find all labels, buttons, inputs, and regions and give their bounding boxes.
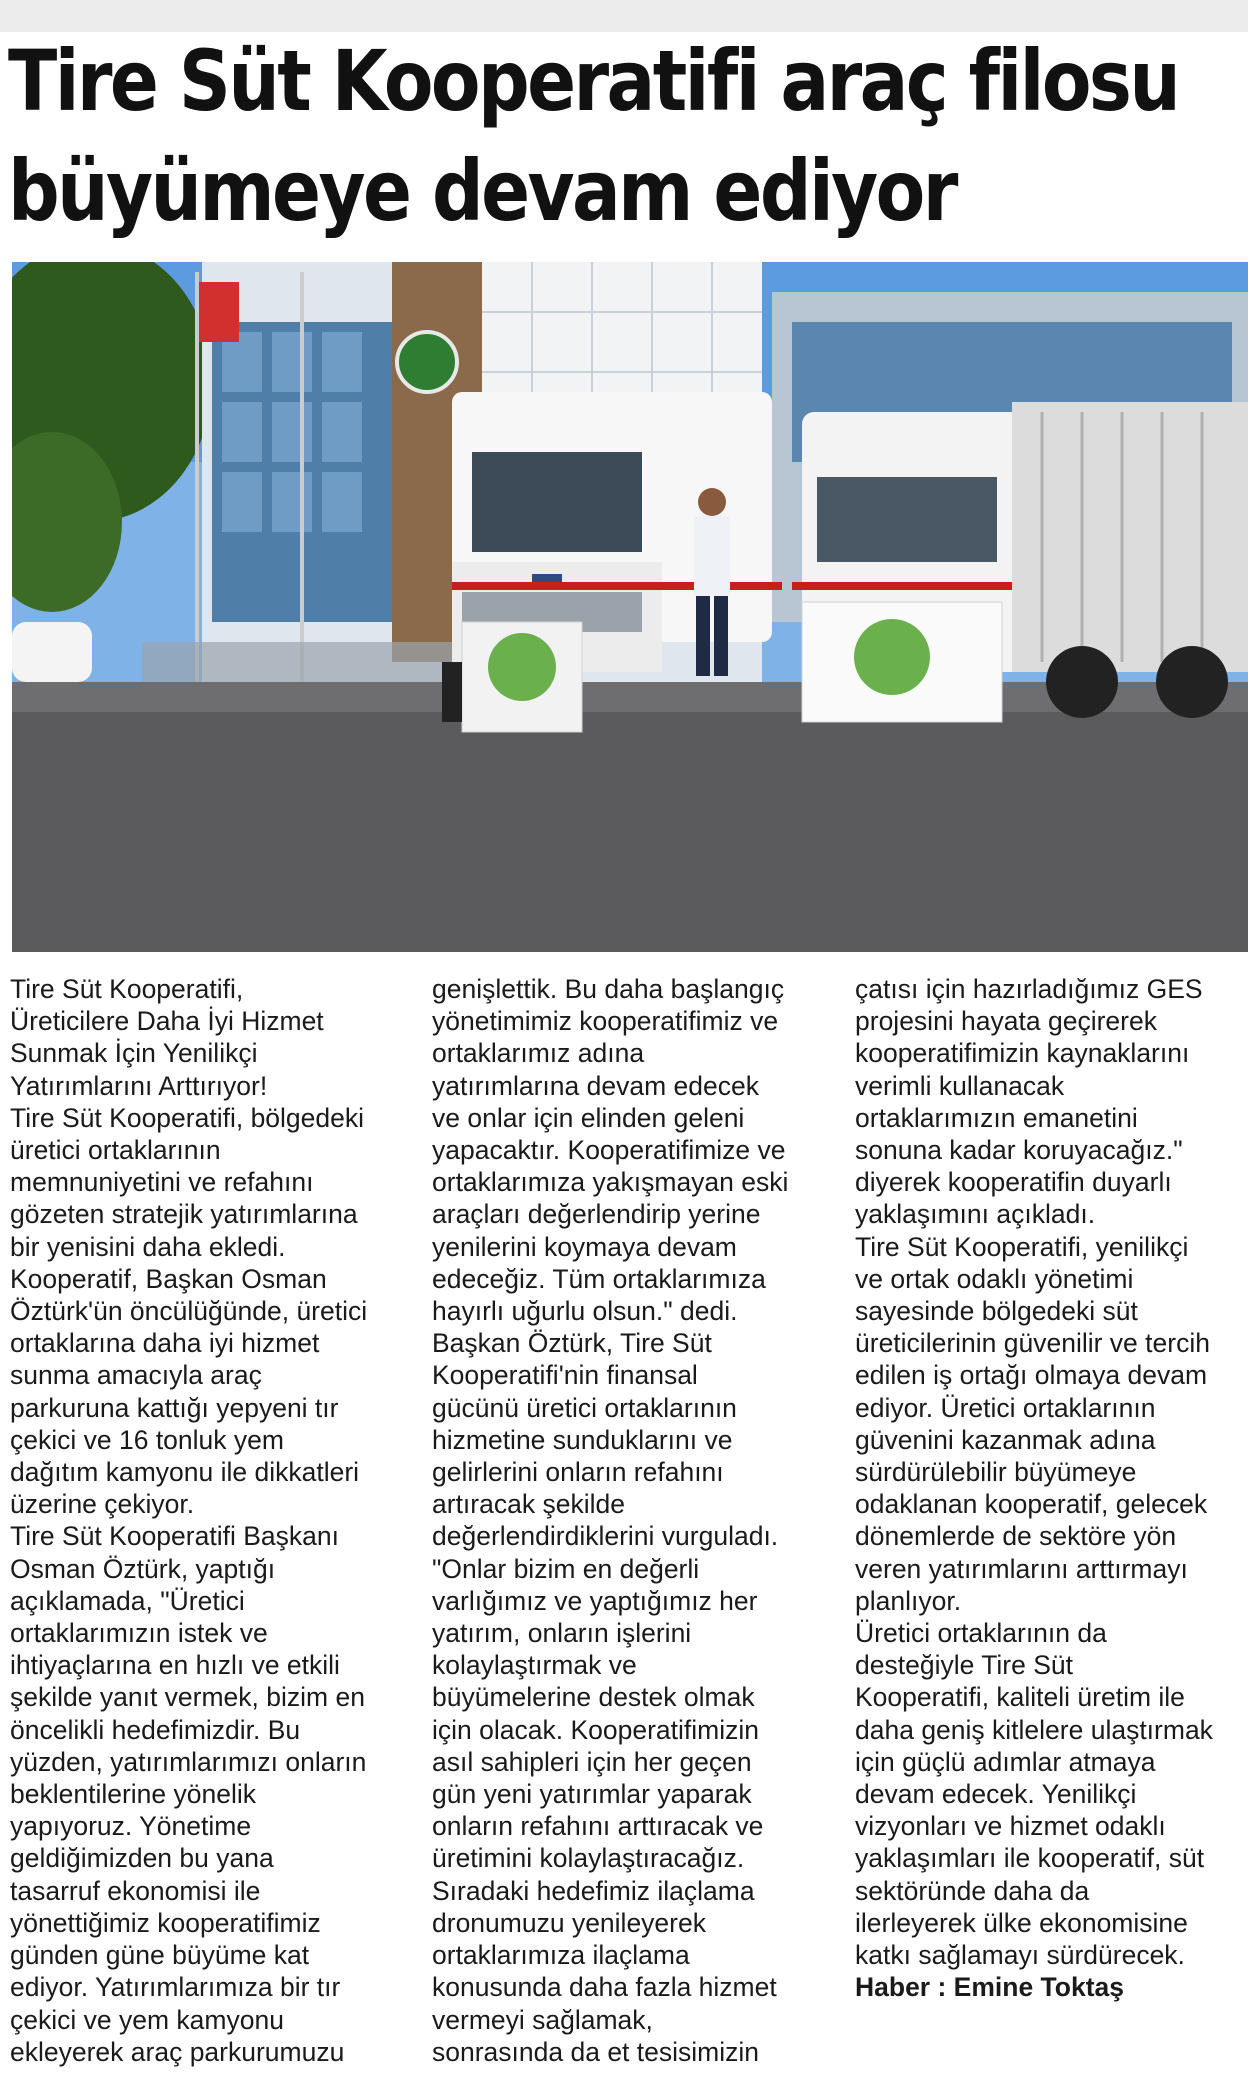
text-line: katkı sağlamayı sürdürecek. [855,1940,1185,1971]
text-line: ortaklarımızın istek ve [10,1618,268,1649]
text-line: öncelikli hedefimizdir. Bu [10,1714,301,1745]
text-line: "Onlar bizim en değerli [432,1553,700,1584]
logo-icon [397,332,457,392]
text-line: açıklamada, "Üretici [10,1585,245,1616]
text-line: memnuniyetini ve refahını [10,1167,314,1198]
byline-container [855,1971,1247,2003]
text-line: geldiğimizden bu yana [10,1843,274,1874]
flag-icon [199,282,239,342]
headline [8,26,1179,246]
text-line: ve ortak odaklı yönetimi [855,1263,1134,1294]
text-line: yaklaşımını açıkladı. [855,1199,1096,1230]
text-line: yenilerini koymaya devam [432,1231,737,1262]
text-line: üretici ortaklarının [10,1135,221,1166]
headline-line-1: Tire Süt Kooperatifi araç filosu [8,32,1179,130]
text-line: Kooperatifi'nin finansal [432,1360,698,1391]
text-line: şekilde yanıt vermek, bizim en [10,1682,365,1713]
text-line: sonrasında da et tesisimizin [432,2036,759,2067]
text-line: üretimini kolaylaştıracağız. [432,1843,745,1874]
text-line: değerlendirdiklerini vurguladı. [432,1521,779,1552]
text-line: Yatırımlarını Arttırıyor! [10,1070,268,1101]
text-line: hayırlı uğurlu olsun." dedi. [432,1296,738,1327]
text-line: Tire Süt Kooperatifi, yenilikçi [855,1231,1189,1262]
text-line: veren yatırımlarını arttırmayı [855,1553,1188,1584]
text-line: ediyor. Yatırımlarımıza bir tır [10,1972,341,2003]
text-line: yatırımlarına devam edecek [432,1070,759,1101]
text-line: ortaklarına daha iyi hizmet [10,1328,320,1359]
text-line: kooperatifimizin kaynaklarını [855,1038,1190,1069]
text-line: parkuruna kattığı yepyeni tır [10,1392,339,1423]
text-line: Sunmak İçin Yenilikçi [10,1038,258,1069]
text-line: yönetimimiz kooperatifimiz ve [432,1006,779,1037]
text-line: Üretici ortaklarının da [855,1618,1107,1649]
text-line: asıl sahipleri için her geçen [432,1746,752,1777]
text-line: sürdürülebilir büyümeye [855,1457,1137,1488]
text-line: gözeten stratejik yatırımlarına [10,1199,358,1230]
text-line: beklentilerine yönelik [10,1779,257,1810]
text-line: Tire Süt Kooperatifi, [10,974,244,1004]
text-line: yüzden, yatırımlarımızı onların [10,1746,367,1777]
text-line: artıracak şekilde [432,1489,625,1520]
car-icon [12,622,92,682]
article-column-3 [855,973,1247,1971]
text-line: kolaylaştırmak ve [432,1650,637,1681]
text-line: büyümelerine destek olmak [432,1682,755,1713]
text-line: üreticilerinin güvenilir ve tercih [855,1328,1210,1359]
text-line: ihtiyaçlarına en hızlı ve etkili [10,1650,340,1681]
text-line: için olacak. Kooperatifimizin [432,1714,759,1745]
text-line: edeceğiz. Tüm ortaklarımıza [432,1263,766,1294]
text-line: desteğiyle Tire Süt [855,1650,1074,1681]
text-line: ilerleyerek ülke ekonomisine [855,1907,1188,1938]
text-line: için güçlü adımlar atmaya [855,1746,1156,1777]
text-line: araçları değerlendirip yerine [432,1199,761,1230]
text-line: genişlettik. Bu daha başlangıç [432,974,785,1004]
text-line: günden güne büyüme kat [10,1940,310,1971]
text-line: gelirlerini onların refahını [432,1457,724,1488]
text-line: dronumuzu yenileyerek [432,1907,706,1938]
text-line: yapıyoruz. Yönetime [10,1811,252,1842]
text-line: konusunda daha fazla hizmet [432,1972,777,2003]
text-line: ekleyerek araç parkurumuzu [10,2036,345,2067]
text-line: dönemlerde de sektöre yön [855,1521,1177,1552]
article-column-2 [432,973,832,2068]
text-line: sonuna kadar koruyacağız." [855,1135,1183,1166]
text-line: sunma amacıyla araç [10,1360,262,1391]
text-line: onların refahını arttıracak ve [432,1811,764,1842]
text-line: Başkan Öztürk, Tire Süt [432,1328,712,1359]
text-line: varlığımız ve yaptığımız her [432,1585,758,1616]
text-line: Tire Süt Kooperatifi, bölgedeki [10,1102,365,1133]
text-line: dağıtım kamyonu ile dikkatleri [10,1457,360,1488]
text-line: ortaklarımız adına [432,1038,645,1069]
text-line: planlıyor. [855,1585,962,1616]
text-line: gün yeni yatırımlar yaparak [432,1779,752,1810]
text-line: yapacaktır. Kooperatifimize ve [432,1135,786,1166]
text-line: projesini hayata geçirerek [855,1006,1157,1037]
text-line: çatısı için hazırladığımız GES [855,974,1203,1004]
text-line: ortaklarımıza yakışmayan eski [432,1167,789,1198]
text-line: odaklanan kooperatif, gelecek [855,1489,1208,1520]
text-line: ortaklarımıza ilaçlama [432,1940,690,1971]
byline: Haber : Emine Toktaş [855,1972,1124,2003]
text-line: Sıradaki hedefimiz ilaçlama [432,1875,755,1906]
news-photo [12,262,1248,952]
text-line: gücünü üretici ortaklarının [432,1392,737,1423]
text-line: devam edecek. Yenilikçi [855,1779,1137,1810]
text-line: vizyonları ve hizmet odaklı [855,1811,1166,1842]
text-line: tasarruf ekonomisi ile [10,1875,261,1906]
text-line: sayesinde bölgedeki süt [855,1296,1138,1327]
text-line: Osman Öztürk, yaptığı [10,1553,276,1584]
text-line: Kooperatifi, kaliteli üretim ile [855,1682,1185,1713]
text-line: yaklaşımları ile kooperatif, süt [855,1843,1205,1874]
text-line: vermeyi sağlamak, [432,2004,653,2035]
text-line: edilen iş ortağı olmaya devam [855,1360,1208,1391]
text-line: üzerine çekiyor. [10,1489,195,1520]
text-line: yönettiğimiz kooperatifimiz [10,1907,321,1938]
text-line: ortaklarımızın emanetini [855,1102,1138,1133]
text-line: daha geniş kitlelere ulaştırmak [855,1714,1213,1745]
text-line: yatırım, onların işlerini [432,1618,692,1649]
text-line: diyerek kooperatifin duyarlı [855,1167,1172,1198]
text-line: Kooperatif, Başkan Osman [10,1263,327,1294]
text-line: çekici ve 16 tonluk yem [10,1424,284,1455]
text-line: hizmetine sunduklarını ve [432,1424,733,1455]
text-line: ve onlar için elinden geleni [432,1102,745,1133]
text-line: Üreticilere Daha İyi Hizmet [10,1006,324,1037]
headline-line-2: büyümeye devam ediyor [8,142,956,240]
text-line: güvenini kazanmak adına [855,1424,1156,1455]
text-line: sektöründe daha da [855,1875,1090,1906]
text-line: Tire Süt Kooperatifi Başkanı [10,1521,339,1552]
text-line: Öztürk'ün öncülüğünde, üretici [10,1296,368,1327]
text-line: verimli kullanacak [855,1070,1065,1101]
text-line: ediyor. Üretici ortaklarının [855,1392,1156,1423]
text-line: bir yenisini daha ekledi. [10,1231,286,1262]
article-column-1 [10,973,410,2068]
text-line: çekici ve yem kamyonu [10,2004,284,2035]
